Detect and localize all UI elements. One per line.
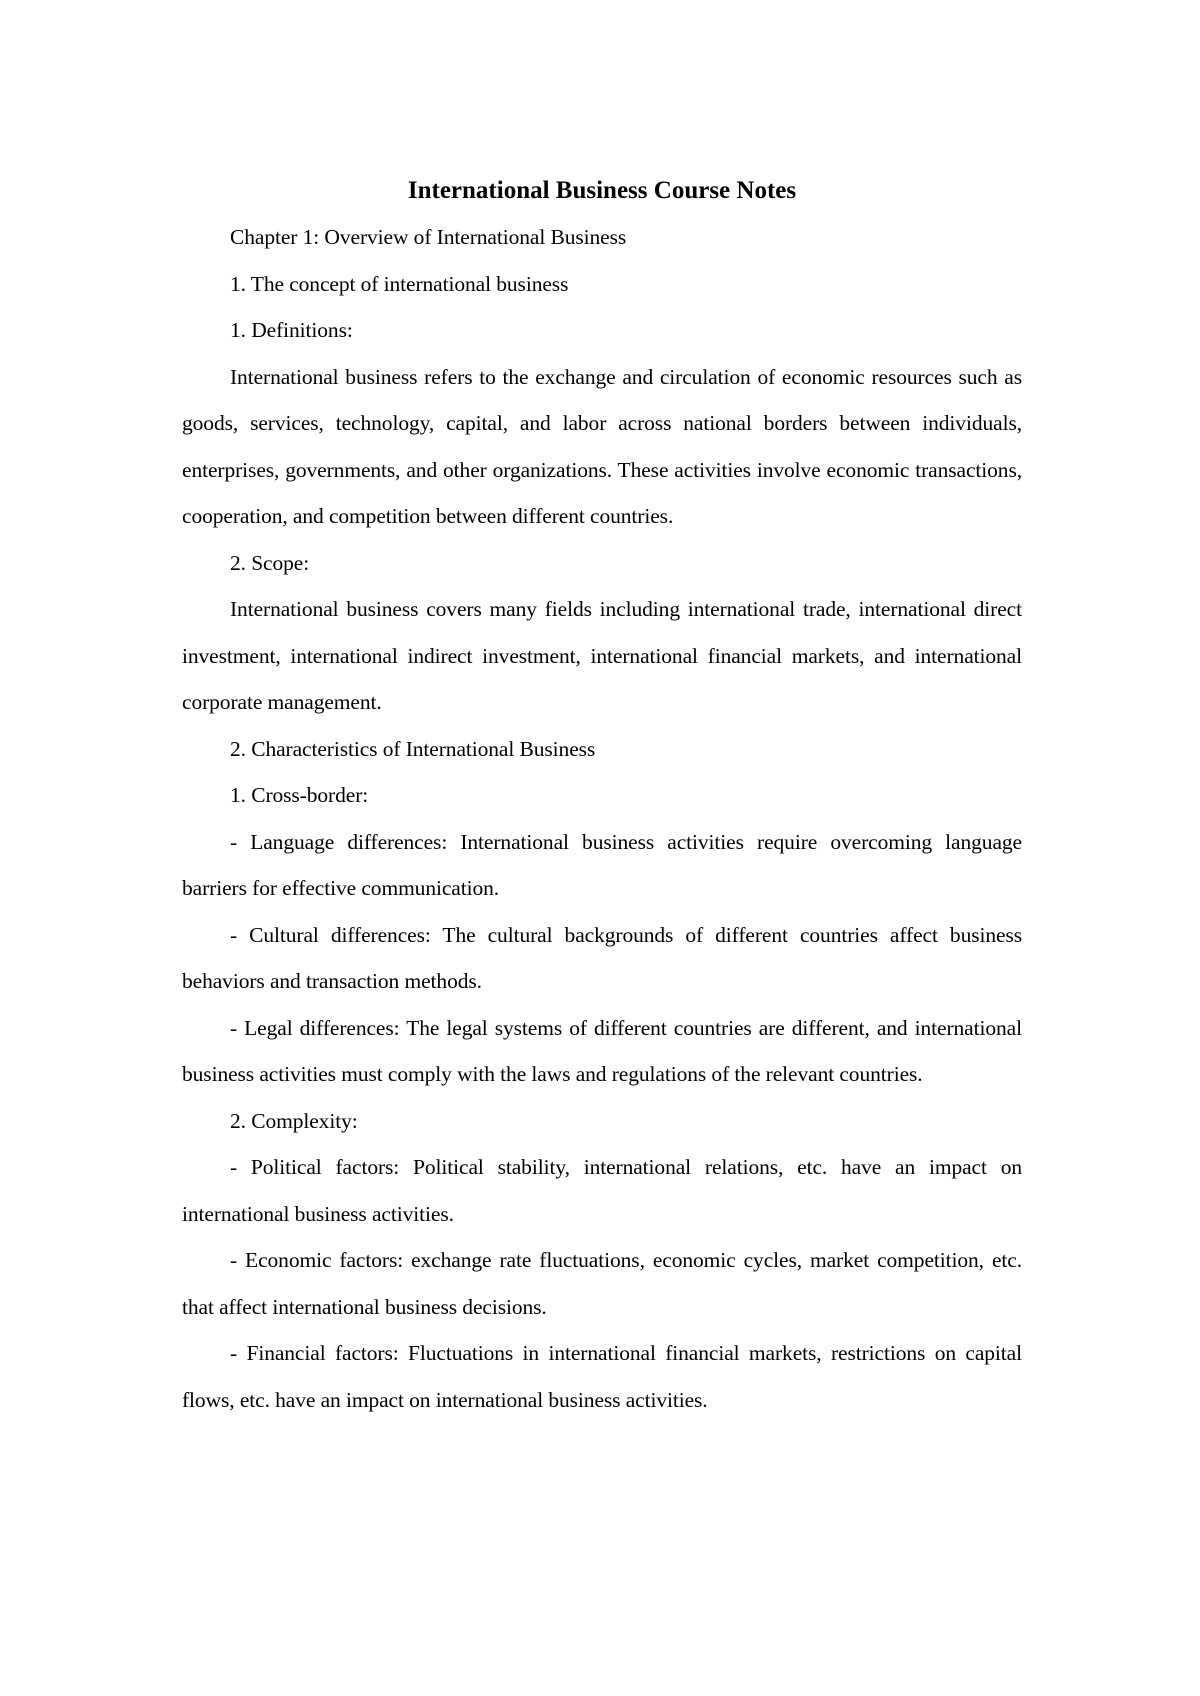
- chapter-heading: Chapter 1: Overview of International Business: [230, 225, 627, 249]
- bullet-legal-differences: - Legal differences: The legal systems of different countries are different, and international business activities must comply with the laws and regulations of the relevant countries.: [182, 1015, 1022, 1086]
- bullet-financial-factors: - Financial factors: Fluctuations in international financial markets, restrictions on capital flows, etc. have an impact on international business activities.: [182, 1341, 1022, 1412]
- subheading-definitions: 1. Definitions:: [230, 318, 353, 342]
- paragraph-scope: International business covers many fields including international trade, international direct investment, international indirect investment, international financial markets, and international corporate management.: [182, 597, 1022, 714]
- document-title: International Business Course Notes: [407, 177, 797, 204]
- subheading-scope: 2. Scope:: [230, 550, 310, 575]
- bullet-economic-factors: - Economic factors: exchange rate fluctuations, economic cycles, market competition, etc. that affect international business decisions.: [182, 1248, 1022, 1319]
- subheading-complexity: 2. Complexity:: [230, 1108, 358, 1133]
- subheading-cross-border: 1. Cross-border:: [230, 783, 369, 807]
- bullet-cultural-differences: - Cultural differences: The cultural backgrounds of different countries affect business behaviors and transaction methods.: [182, 922, 1022, 993]
- bullet-political-factors: - Political factors: Political stability, international relations, etc. have an impact on international business activities.: [182, 1155, 1022, 1226]
- section-heading-concept: 1. The concept of international business: [230, 271, 569, 296]
- bullet-language-differences: - Language differences: International business activities require overcoming language barriers for effective communication.: [182, 829, 1022, 900]
- paragraph-definitions: International business refers to the exchange and circulation of economic resources such as goods, services, technology, capital, and labor across national borders between individuals, enterprises, governments, and other organizations. These activities involve economic transactions, cooperation, and competition between different countries.: [182, 364, 1022, 528]
- document-body: [182, 168, 1022, 1423]
- section-heading-characteristics: 2. Characteristics of International Business: [230, 736, 596, 761]
